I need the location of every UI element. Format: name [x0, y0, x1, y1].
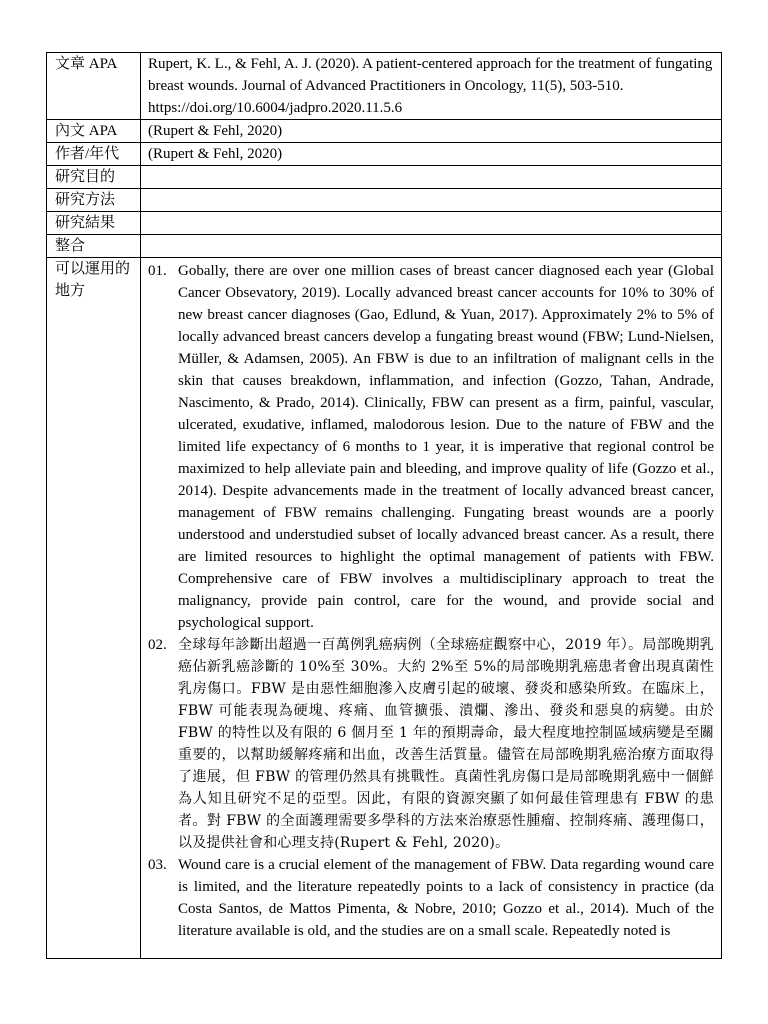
value-results	[141, 212, 722, 235]
list-item	[148, 854, 714, 942]
value-apa: Rupert, K. L., & Fehl, A. J. (2020). A patient-centered approach for the treatment of fungating breast wounds. Journal of Advanced Practitioners in Oncology, 11(5), 503-510. https://doi.org/10.6004/jadpro.2020.11.5.6	[141, 53, 722, 120]
usable-items-list	[148, 260, 714, 942]
item-text: 全球每年診斷出超過一百萬例乳癌病例（全球癌症觀察中心，2019 年）。局部晚期乳癌佔新乳癌診斷的 10%至 30%。大約 2%至 5%的局部晚期乳癌患者會出現真菌性乳房傷口。FBW 是由惡性細胞滲入皮膚引起的破壞、發炎和感染所致。在臨床上，FBW 可能表現為硬塊、疼痛、血管擴張、潰爛、滲出、發炎和惡臭的病變。由於 FBW 的特性以及有限的 6 個月至 1 年的預期壽命，最大程度地控制區域病變是至關重要的，以幫助緩解疼痛和出血，改善生活質量。儘管在局部晚期乳癌治療方面取得了進展，但 FBW 的管理仍然具有挑戰性。真菌性乳房傷口是局部晚期乳癌中一個鮮為人知且研究不足的亞型。因此，有限的資源突顯了如何最佳管理患有 FBW 的患者。對 FBW 的全面護理需要多學科的方法來治療惡性腫瘤、控制疼痛、護理傷口，以及提供社會和心理支持(Rupert & Fehl, 2020)。	[178, 637, 714, 851]
label-purpose: 研究目的	[47, 166, 141, 189]
value-method	[141, 189, 722, 212]
document-page	[46, 52, 722, 959]
row-method	[47, 189, 722, 212]
item-number: 02.	[148, 637, 167, 653]
list-item	[148, 260, 714, 634]
label-apa: 文章 APA	[47, 53, 141, 120]
label-author-year: 作者/年代	[47, 143, 141, 166]
item-text: Wound care is a crucial element of the management of FBW. Data regarding wound care is limited, and the literature repeatedly points to a lack of consistency in practice (da Costa Santos, de Mattos Pimenta, & Nobre, 2010; Gozzo et al., 2014). Much of the literature available is old, and the studies are on a small scale. Repeatedly noted is	[178, 857, 714, 939]
item-number: 03.	[148, 857, 167, 873]
item-text: Gobally, there are over one million cases of breast cancer diagnosed each year (Global Cancer Obsevatory, 2019). Locally advanced breast cancer accounts for 10% to 30% of new breast cancer diagnoses (Gao, Edlund, & Yuan, 2017). Approximately 2% to 5% of locally advanced breast cancers develop a fungating breast wound (FBW; Lund-Nielsen, Müller, & Adamsen, 2005). An FBW is due to an infiltration of malignant cells in the skin that causes breakdown, inflammation, and infection (Gozzo, Tahan, Andrade, Nascimento, & Prado, 2014). Clinically, FBW can present as a firm, painful, vascular, ulcerated, exudative, inflamed, malodorous lesion. Due to the nature of FBW and the limited life expectancy of 6 months to 1 year, it is imperative that regional control be maximized to help alleviate pain and bleeding, and improve quality of life (Gozzo et al., 2014). Despite advancements made in the treatment of locally advanced breast cancer, management of FBW remains challenging. Fungating breast wounds are a poorly understood and understudied subset of locally advanced breast cancer. As a result, there are limited resources to highlight the optimal management of patients with FBW. Comprehensive care of FBW involves a multidisciplinary approach to treat the malignancy, provide pain control, care for the wound, and provide social and psychological support.	[178, 263, 714, 631]
row-results	[47, 212, 722, 235]
label-results: 研究結果	[47, 212, 141, 235]
row-integration	[47, 235, 722, 258]
row-usable	[47, 258, 722, 959]
value-author-year: (Rupert & Fehl, 2020)	[141, 143, 722, 166]
label-method: 研究方法	[47, 189, 141, 212]
item-number: 01.	[148, 263, 167, 279]
row-purpose	[47, 166, 722, 189]
label-usable: 可以運用的地方	[47, 258, 141, 959]
literature-table	[46, 52, 722, 959]
row-in-text	[47, 120, 722, 143]
label-integration: 整合	[47, 235, 141, 258]
list-item	[148, 634, 714, 854]
value-integration	[141, 235, 722, 258]
label-in-text: 內文 APA	[47, 120, 141, 143]
row-apa	[47, 53, 722, 120]
row-author-year	[47, 143, 722, 166]
value-usable	[141, 258, 722, 959]
value-in-text: (Rupert & Fehl, 2020)	[141, 120, 722, 143]
value-purpose	[141, 166, 722, 189]
